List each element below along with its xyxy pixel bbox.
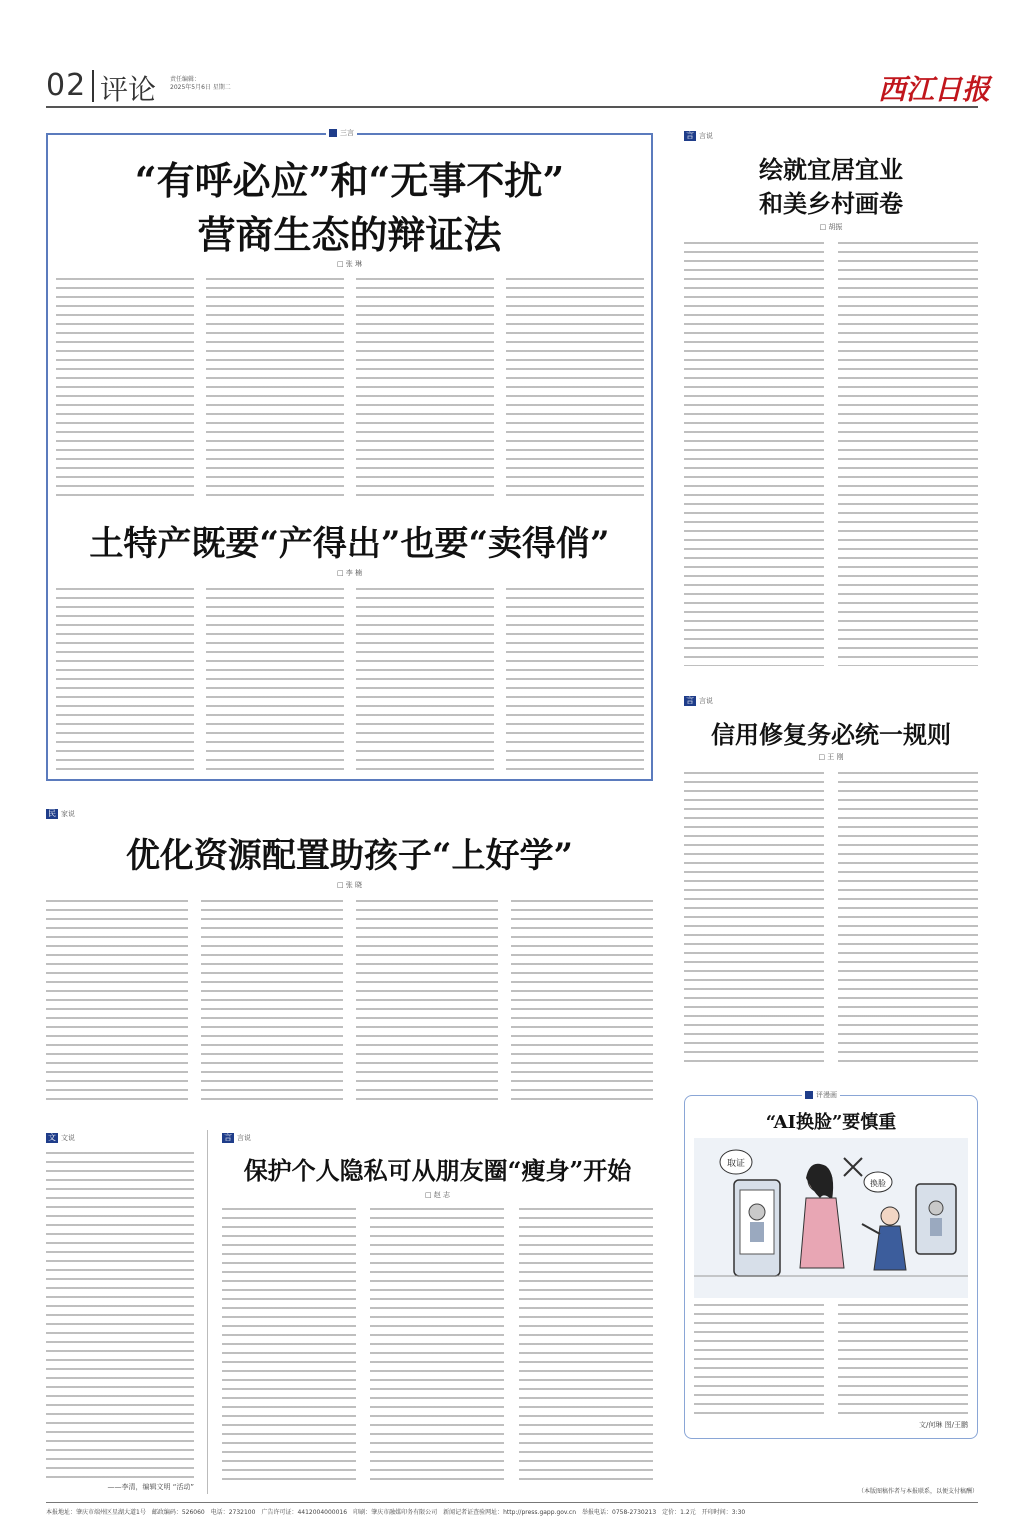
article-author: □ 张 晓 [336,881,363,889]
article-author: □ 赵 志 [424,1191,451,1199]
article-body [684,242,978,666]
cartoon-label: 换脸 [870,1179,886,1188]
newspaper-logo: 西江日报 [878,73,991,106]
article-author: □ 胡振 [819,223,843,231]
article-title: 信用修复务必统一规则 [711,720,951,749]
article-body [46,900,653,1106]
column-divider [207,1130,208,1494]
footer-rule [46,1502,978,1503]
cartoon-illustration [694,1138,968,1298]
article-tag: 言 言说 [686,131,713,140]
cartoon-credit: 文/何琳 图/王鹏 [919,1421,968,1429]
page-number: 02 [46,68,87,103]
article-title: 土特产既要“产得出”也要“卖得俏” [89,524,610,564]
section-title: 评论 [100,73,157,106]
tag-square-icon [805,1091,813,1099]
article-title: “有呼必应”和“无事不扰” [134,158,565,203]
article-body [684,772,978,1064]
article-tag: 言 言说 [224,1133,251,1142]
article-body [56,588,644,772]
article-author: □ 王 刚 [818,753,844,761]
header-rule [46,106,978,108]
article-title: 绘就宜居宜业 [759,155,903,184]
tag-char-icon: 文 [48,1133,56,1142]
cartoon-title: “AI换脸”要慎重 [765,1112,897,1133]
tag-char-icon: 言 [224,1133,232,1142]
article-tag: 民 家说 [48,809,75,818]
tag-char-icon: 民 [48,809,56,818]
footer-info: 本报地址：肇庆市端州区星湖大道1号 邮政编码：526060 电话：2732100 广告许可证：4412004000016 印刷：肇庆市融媒印务有限公司 新闻记者证查验网址：http://press.gapp.gov.cn 举报电话：0758-2730213 定价：1.2元 开印时间：3:30 [46,1509,746,1516]
article-author: □ 李 楠 [336,569,363,577]
article-tag: 言 言说 [686,696,713,705]
article-author: □ 张 琳 [336,260,363,268]
article-title: 优化资源配置助孩子“上好学” [125,836,574,876]
article-tag: 文 文说 [48,1133,75,1142]
article-body [56,278,644,496]
article-tag: 三言 [326,128,357,138]
header-meta: 责任编辑： 2025年5月6日 星期二 [170,76,231,91]
remuneration-notice: （本版图稿作者与本报联系，以便支付稿酬） [857,1488,978,1495]
tag-char-icon: 言 [686,131,694,140]
article-title: 营商生态的辩证法 [197,212,502,257]
article-signature: ——李清，编辑文明 “活动” [107,1483,194,1491]
article-body [222,1208,653,1484]
cartoon-caption-text [694,1304,968,1416]
cartoon-label: 取证 [726,1159,746,1169]
tag-square-icon [329,129,337,137]
article-title: 保护个人隐私可从朋友圈“瘦身”开始 [243,1156,632,1185]
article-title: 和美乡村画卷 [759,189,903,218]
tag-char-icon: 言 [686,696,694,705]
article-body [46,1152,194,1478]
header-divider [92,70,94,102]
article-tag: 评漫画 [802,1090,840,1100]
